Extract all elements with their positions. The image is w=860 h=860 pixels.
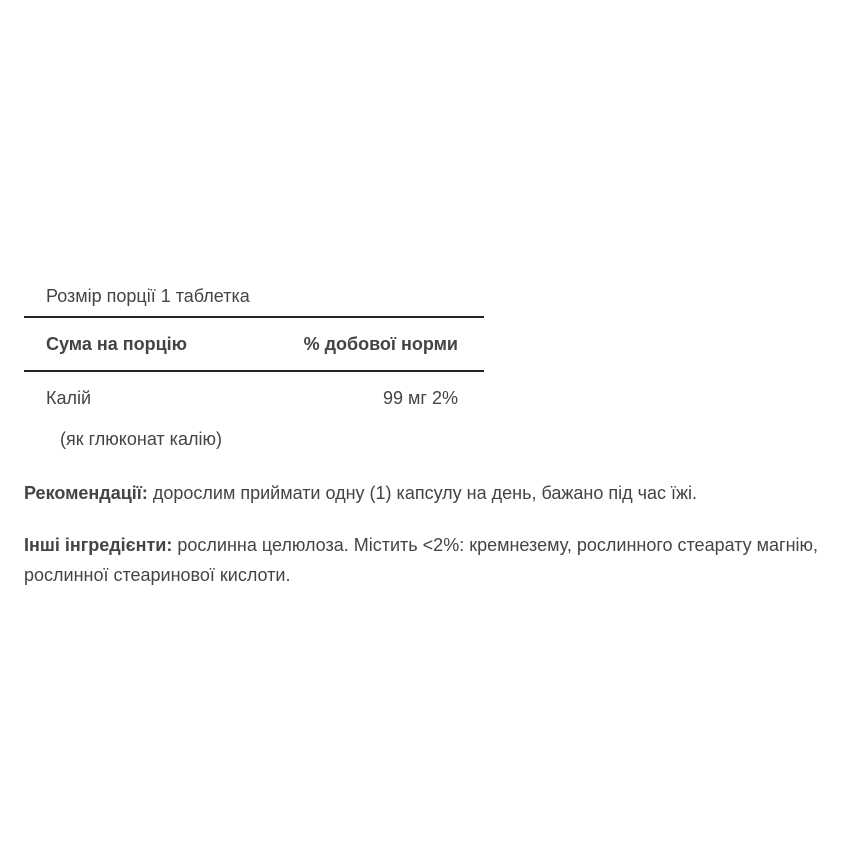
nutrient-amount-dv: 99 мг 2% xyxy=(383,388,458,408)
facts-header-row xyxy=(24,318,484,372)
recommendations-text: дорослим приймати одну (1) капсулу на день, бажано під час їжі. xyxy=(147,483,698,503)
amount-per-serving-header: Сума на порцію xyxy=(46,334,188,354)
daily-value-header: % добової норми xyxy=(303,334,458,354)
other-ingredients-paragraph xyxy=(24,530,844,590)
nutrient-row xyxy=(24,372,484,424)
other-ingredients-label: Інші інгредієнти: xyxy=(24,535,173,555)
nutrient-name: Калій xyxy=(46,388,92,408)
nutrient-note: (як глюконат калію) xyxy=(60,429,222,449)
supplement-facts-table xyxy=(24,276,484,464)
recommendations-label: Рекомендації: xyxy=(24,483,148,503)
serving-size: Розмір порції 1 таблетка xyxy=(24,276,484,318)
other-ingredients-text: рослинна целюлоза. Містить <2%: кремнезему, рослинного стеарату магнію, рослинної стеаринової кислоти. xyxy=(24,535,819,585)
recommendations-paragraph xyxy=(24,478,844,508)
